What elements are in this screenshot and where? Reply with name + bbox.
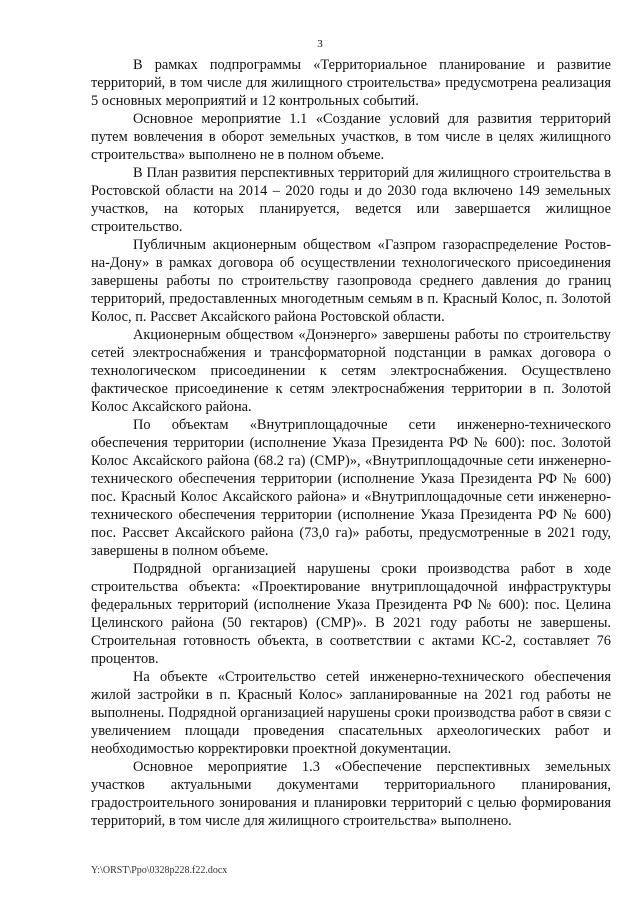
paragraph-measure-1-3: Основное мероприятие 1.3 «Обеспечение перспективных земельных участков актуальными документами территориального планирования, градостроительного зонирования и планировки территорий с целью формирования территорий, в том числе для жилищного строительства» выполнено. <box>91 759 611 829</box>
paragraph-krasny-kolos-networks: На объекте «Строительство сетей инженерно-технического обеспечения жилой застройки в п. Красный Колос» запланированные на 2021 год работы не выполнены. Подрядной организацией нарушены сроки производства работ в связи с увеличением площади проведения спасательных археологических работ и необходимостью корректировки проектной документации. <box>91 669 611 757</box>
paragraph-measure-1-1: Основное мероприятие 1.1 «Создание условий для развития территорий путем вовлечения в оборот земельных участков, в том числе в целях жилищного строительства» выполнено не в полном объеме. <box>91 111 611 163</box>
paragraph-engineering-networks: По объектам «Внутриплощадочные сети инженерно-технического обеспечения территории (исполнение Указа Президента РФ № 600): пос. Золотой Колос Аксайского района (68.2 га) (СМР)», «Внутриплощадочные сети инженерно-технического обеспечения территории (исполнение Указа Президента РФ № 600) пос. Красный Колос Аксайского района» и «Внутриплощадочные сети инженерно-технического обеспечения территории (исполнение Указа Президента РФ № 600) пос. Рассвет Аксайского района (73,0 га)» работы, предусмотренные в 2021 году, завершены в полном объеме. <box>91 417 611 559</box>
paragraph-tselina-construction: Подрядной организацией нарушены сроки производства работ в ходе строительства объекта: «Проектирование внутриплощадочной инфраструктуры федеральных территорий (исполнение Указа Президента РФ № 600): пос. Целина Целинского района (50 гектаров) (СМР)». В 2021 году работы не завершены. Строительная готовность объекта, в соответствии с актами КС-2, составляет 76 процентов. <box>91 561 611 667</box>
page-number: 3 <box>317 38 323 50</box>
paragraph-gazprom-pipeline: Публичным акционерным обществом «Газпром газораспределение Ростов-на-Дону» в рамках договора об осуществлении технологического присоединения завершены работы по строительству газопровода среднего давления до границ территорий, предоставленных многодетным семьям в п. Красный Колос, п. Золотой Колос, п. Рассвет Аксайского района Ростовской области. <box>91 237 611 325</box>
paragraph-development-plan: В План развития перспективных территорий для жилищного строительства в Ростовской области на 2014 – 2020 годы и до 2030 года включено 149 земельных участков, на которых планируется, ведется или завершается жилищное строительство. <box>91 165 611 235</box>
paragraph-donenergo-grid: Акционерным обществом «Донэнерго» завершены работы по строительству сетей электроснабжения и трансформаторной подстанции в рамках договора о технологическом присоединении к сетям электроснабжения. Осуществлено фактическое присоединение к сетям электроснабжения территории в п. Золотой Колос Аксайского района. <box>91 327 611 415</box>
paragraph-subprogram-overview: В рамках подпрограммы «Территориальное планирование и развитие территорий, в том числе для жилищного строительства» предусмотрена реализация 5 основных мероприятий и 12 контрольных событий. <box>91 57 611 109</box>
footer-file-path: Y:\ORST\Ppo\0328p228.f22.docx <box>91 865 228 876</box>
document-body <box>91 56 611 830</box>
